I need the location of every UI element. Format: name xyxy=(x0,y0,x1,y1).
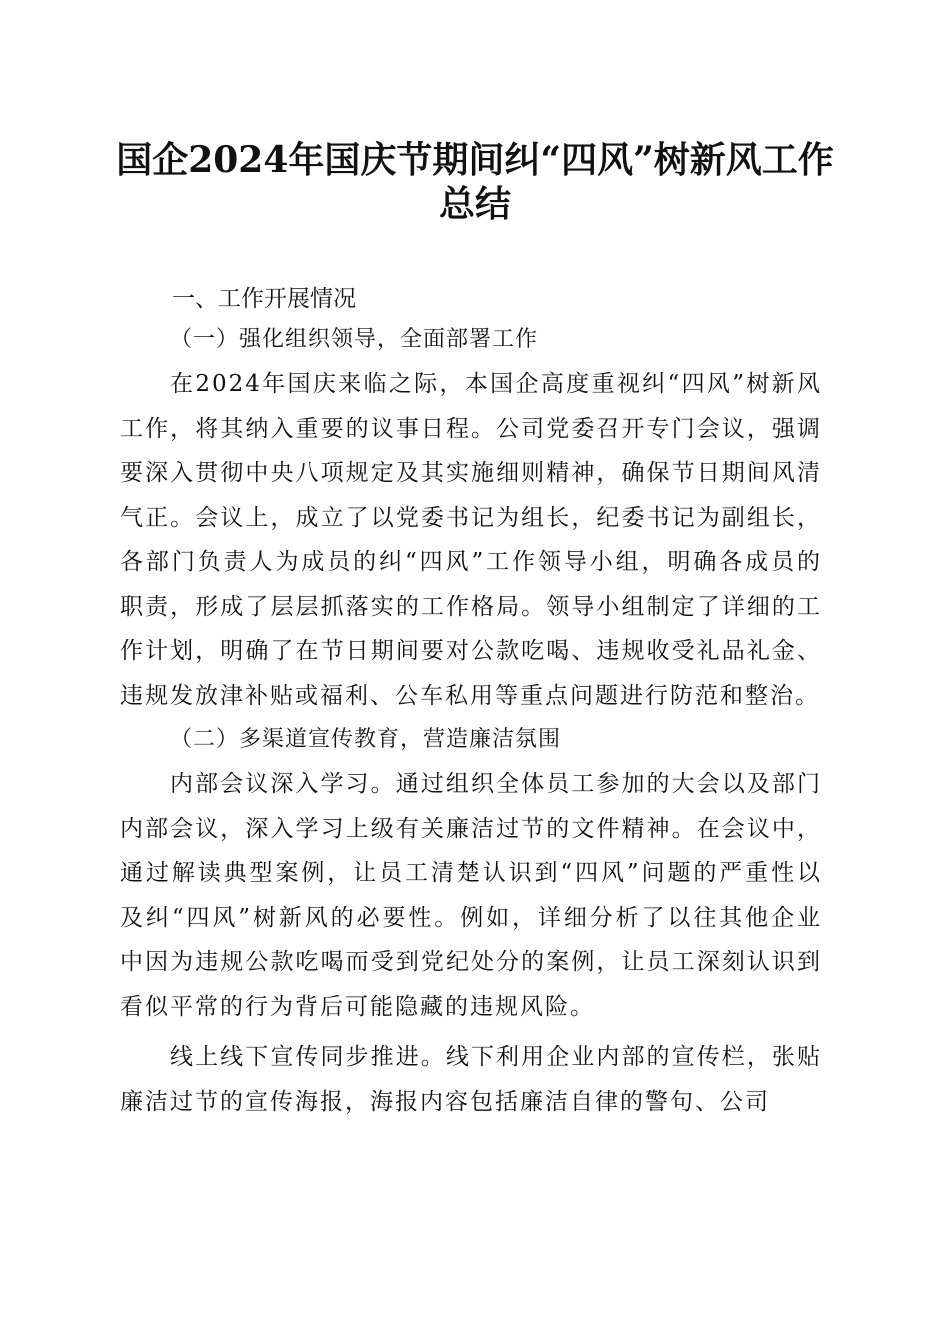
section-heading: 一、工作开展情况 xyxy=(172,286,356,312)
paragraph-2: 内部会议深入学习。通过组织全体员工参加的大会以及部门内部会议，深入学习上级有关廉洁过节的文件精神。在会议中，通过解读典型案例，让员工清楚认识到“四风”问题的严重性以及纠“四风”树新风的必要性。例如，详细分析了以往其他企业中因为违规公款吃喝而受到党纪处分的案例，让员工深刻认识到看似平常的行为背后可能隐藏的违规风险。 xyxy=(120,771,822,1020)
subsection-heading-2: （二）多渠道宣传教育，营造廉洁氛围 xyxy=(170,727,562,752)
paragraph-3: 线上线下宣传同步推进。线下利用企业内部的宣传栏，张贴廉洁过节的宣传海报，海报内容包括廉洁自律的警句、公司 xyxy=(120,1044,822,1115)
document-title: 国企2024年国庆节期间纠“四风”树新风工作总结 xyxy=(116,139,834,225)
subsection-heading-1: （一）强化组织领导，全面部署工作 xyxy=(170,327,539,352)
paragraph-1: 在2024年国庆来临之际，本国企高度重视纠“四风”树新风工作，将其纳入重要的议事日程。公司党委召开专门会议，强调要深入贯彻中央八项规定及其实施细则精神，确保节日期间风清气正。会议上，成立了以党委书记为组长，纪委书记为副组长，各部门负责人为成员的纠“四风”工作领导小组，明确各成员的职责，形成了层层抓落实的工作格局。领导小组制定了详细的工作计划，明确了在节日期间要对公款吃喝、违规收受礼品礼金、违规发放津补贴或福利、公车私用等重点问题进行防范和整治。 xyxy=(120,371,822,709)
document-body xyxy=(120,280,822,1124)
